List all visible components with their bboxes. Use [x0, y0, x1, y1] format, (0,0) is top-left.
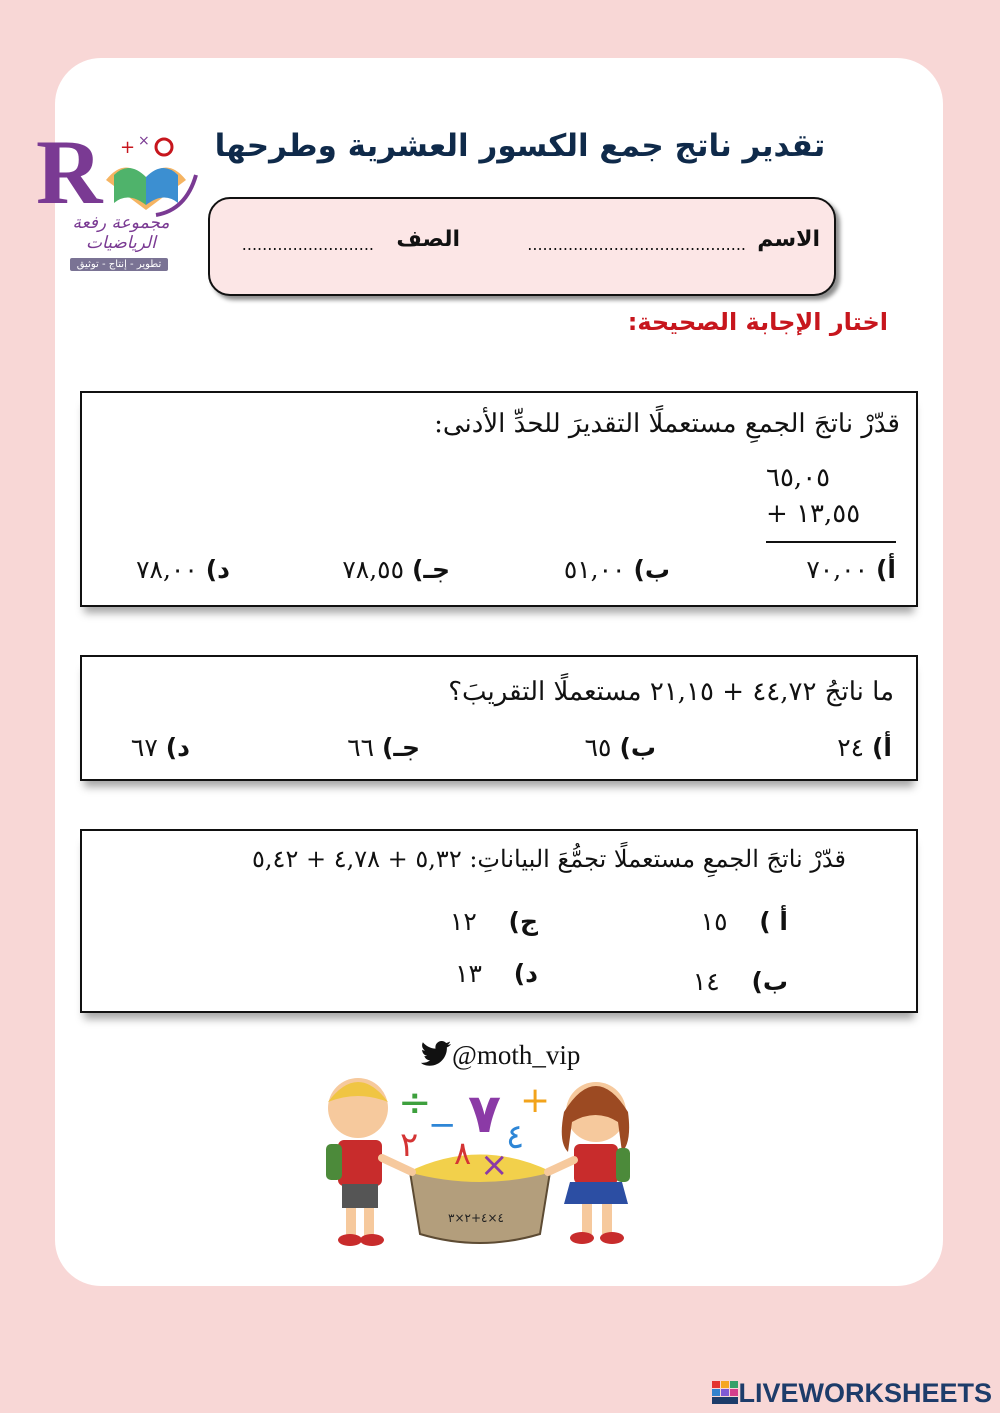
question-2-option-b[interactable]: [585, 733, 656, 762]
name-field[interactable]: ...........................................: [527, 235, 746, 254]
page-title: تقدير ناتج جمع الكسور العشرية وطرحها: [214, 128, 826, 164]
option-letter: د): [205, 555, 230, 584]
class-field[interactable]: ..........................: [241, 235, 374, 254]
option-letter: د): [513, 959, 538, 988]
option-value: ١٣: [455, 959, 482, 988]
option-value: ٢٤: [837, 733, 865, 762]
svg-text:٤×٤+٢×٣: ٤×٤+٢×٣: [448, 1211, 504, 1225]
question-1-operand-1: ٦٥,٠٥: [766, 463, 831, 493]
option-value: ٧٠,٠٠: [806, 555, 869, 584]
option-value: ٥١,٠٠: [563, 555, 626, 584]
question-1-prompt: قدّرْ ناتجَ الجمعِ مستعملًا التقديرَ للحدِّ الأدنى:: [434, 409, 900, 439]
question-3-option-a[interactable]: [701, 907, 788, 936]
option-value: ١٥: [700, 907, 728, 936]
kids-math-illustration: [320, 1072, 640, 1248]
option-letter: أ): [872, 733, 892, 762]
svg-text:×: ×: [480, 1145, 509, 1185]
option-value: ٦٥: [584, 733, 612, 762]
question-1-operand-2: + ١٣,٥٥: [766, 499, 861, 529]
option-value: ١٤: [692, 967, 720, 996]
option-value: ٧٨,٠٠: [136, 555, 198, 584]
logo-name: مجموعة رفعة الرياضيات: [72, 213, 170, 253]
svg-text:٤: ٤: [506, 1117, 525, 1157]
svg-text:+: +: [120, 137, 136, 158]
svg-text:R: R: [36, 125, 103, 223]
option-letter: ب): [751, 967, 788, 996]
question-2-box: [80, 655, 918, 781]
student-info-box: [208, 197, 836, 296]
twitter-handle: [420, 1040, 580, 1071]
option-value: ٧٨,٥٥: [342, 555, 405, 584]
option-value: ٦٧: [130, 733, 158, 762]
svg-text:٨: ٨: [454, 1134, 472, 1172]
option-letter: جـ): [412, 555, 450, 584]
option-letter: ب): [633, 555, 670, 584]
question-3-option-b[interactable]: [693, 967, 788, 996]
question-2-prompt: ما ناتجُ ٤٤,٧٢ + ٢١,١٥ مستعملًا التقريبَ؟: [448, 677, 894, 707]
option-letter: أ): [876, 555, 896, 584]
option-letter: جـ): [382, 733, 420, 762]
question-1-option-b[interactable]: [564, 555, 670, 584]
question-1-box: [80, 391, 918, 607]
svg-text:٧: ٧: [468, 1082, 501, 1145]
svg-text:٢: ٢: [400, 1125, 419, 1165]
option-letter: ب): [619, 733, 656, 762]
question-1-sum-line: [766, 541, 896, 543]
option-letter: ج): [508, 907, 538, 936]
instruction-text: اختار الإجابة الصحيحة:: [627, 308, 888, 336]
svg-text:+: +: [520, 1080, 551, 1121]
math-group-logo: [36, 125, 206, 275]
class-label: الصف: [396, 227, 460, 252]
twitter-bird-icon: [420, 1041, 452, 1067]
footer-brand-text: LIVEWORKSHEETS: [738, 1378, 992, 1408]
option-value: ١٢: [449, 907, 477, 936]
question-3-box: [80, 829, 918, 1013]
question-1-option-d[interactable]: [136, 555, 230, 584]
handle-text: @moth_vip: [452, 1040, 581, 1070]
option-letter: أ ): [759, 907, 788, 936]
question-3-prompt: قدّرْ ناتجَ الجمعِ مستعملًا تجمُّعَ البياناتِ: ٥,٣٢ + ٤,٧٨ + ٥,٤٢: [252, 845, 846, 873]
option-letter: د): [165, 733, 190, 762]
liveworksheets-footer: [712, 1378, 992, 1409]
question-3-option-c[interactable]: [450, 907, 538, 936]
name-label: الاسم: [757, 227, 820, 252]
svg-text:×: ×: [138, 133, 150, 149]
question-1-option-a[interactable]: [806, 555, 896, 584]
svg-text:÷: ÷: [398, 1080, 432, 1126]
question-2-option-d[interactable]: [131, 733, 190, 762]
question-2-option-c[interactable]: [347, 733, 420, 762]
question-1-option-c[interactable]: [342, 555, 450, 584]
logo-tagline: تطوير - إنتاج - توثيق: [70, 258, 168, 271]
question-2-option-a[interactable]: [837, 733, 892, 762]
option-value: ٦٦: [347, 733, 375, 762]
question-3-option-d[interactable]: [455, 959, 538, 988]
svg-text:−: −: [428, 1105, 457, 1145]
liveworksheets-logo-icon: [712, 1381, 738, 1405]
